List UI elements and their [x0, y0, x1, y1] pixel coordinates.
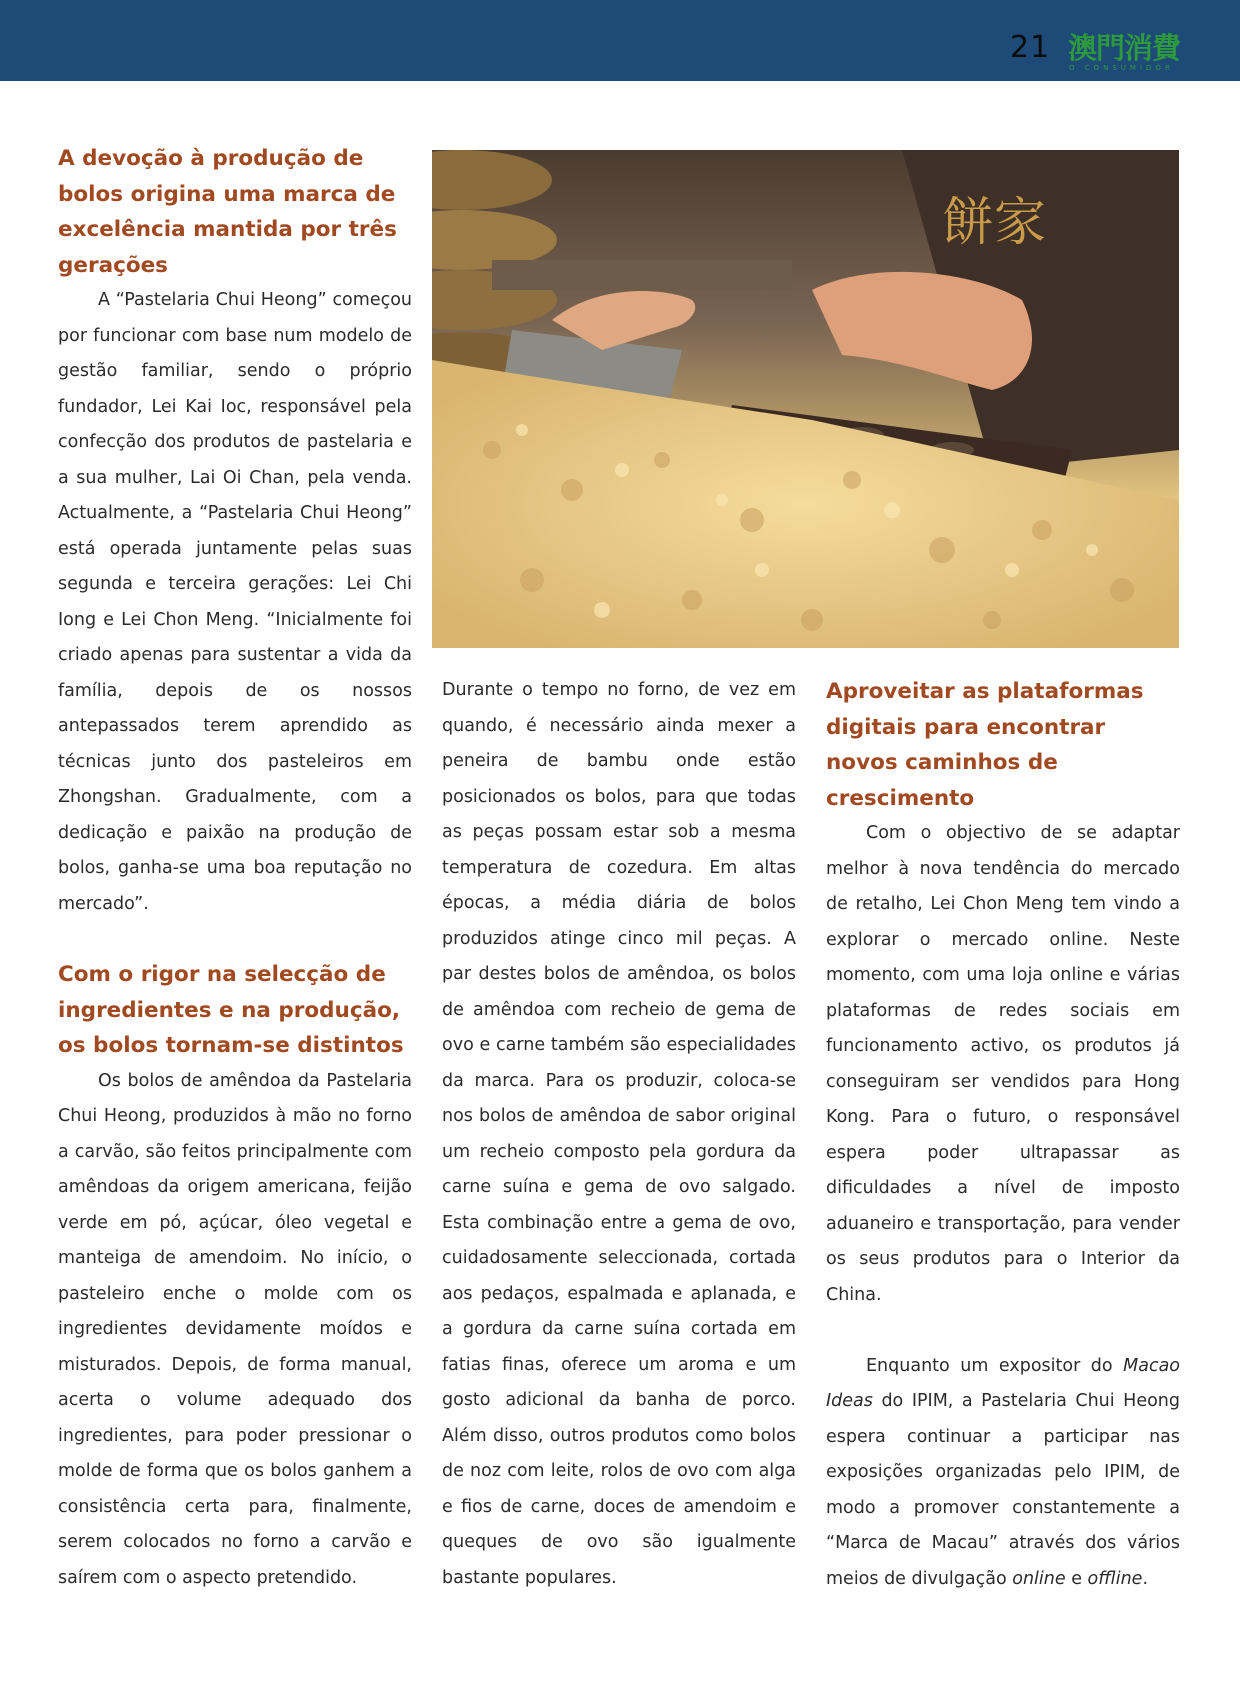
- column-middle: [442, 673, 796, 1596]
- ipim-text-c: e: [1065, 1568, 1088, 1589]
- paragraph-history: A “Pastelaria Chui Heong” começou por funcionar com base num modelo de gestão familiar, sendo o próprio fundador, Lei Kai Ioc, responsável pela confecção dos produtos de pastelaria e a sua mulher, Lai Oi Chan, pela venda. Actualmente, a “Pastelaria Chui Heong” está operada juntamente pelas suas segunda e terceira gerações: Lei Chi Iong e Lei Chon Meng. “Inicialmente foi criado apenas para sustentar a vida da família, depois de os nossos antepassados terem aprendido as técnicas junto dos pasteleiros em Zhongshan. Gradualmente, com a dedicação e paixão na produção de bolos, ganha-se uma boa reputação no mercado”.: [58, 290, 412, 914]
- magazine-logo: [1068, 32, 1184, 76]
- heading-digital: Aproveitar as plataformas digitais para encontrar novos caminhos de crescimento: [826, 679, 1144, 811]
- ipim-text-a: Enquanto um expositor do: [866, 1355, 1124, 1376]
- paragraph-ipim: [826, 1349, 1180, 1598]
- bakery-photo: [432, 150, 1179, 648]
- column-left-lower: [58, 957, 412, 1596]
- logo-title: 澳門消費: [1068, 31, 1181, 65]
- heading-ingredients: Com o rigor na selecção de ingredientes e na produção, os bolos tornam-se distintos: [58, 962, 404, 1058]
- ipim-online: online: [1012, 1568, 1066, 1589]
- paragraph-ingredients: Os bolos de amêndoa da Pastelaria Chui Heong, produzidos à mão no forno a carvão, são feitos principalmente com amêndoas da origem americana, feijão verde em pó, açúcar, óleo vegetal e manteiga de amendoim. No início, o pasteleiro enche o molde com os ingredientes devidamente moídos e misturados. Depois, de forma manual, acerta o volume adequado dos ingredientes, para poder pressionar o molde de forma que os bolos ganhem a consistência certa para, finalmente, serem colocados no forno a carvão e saírem com o aspecto pretendido.: [58, 1070, 412, 1588]
- ipim-text-b: do IPIM, a Pastelaria Chui Heong espera continuar a participar nas exposições organizadas pelo IPIM, de modo a promover constantemente a “Marca de Macau” através dos vários meios de divulgação: [826, 1391, 1180, 1589]
- column-left: [58, 141, 412, 922]
- heading-devotion: A devoção à produção de bolos origina uma marca de excelência mantida por três gerações: [58, 146, 397, 278]
- logo-subtitle: O CONSUMIDOR: [1069, 64, 1174, 72]
- ipim-text-d: .: [1142, 1568, 1149, 1589]
- apron-text: 餅家: [942, 193, 1047, 253]
- column-right: [826, 674, 1180, 1597]
- ipim-offline: offline: [1087, 1568, 1143, 1589]
- header-bar: [0, 0, 1240, 81]
- ipim-macao-ideas: Macao Ideas: [826, 1355, 1180, 1411]
- page-number: 21: [1010, 30, 1051, 65]
- paragraph-oven: Durante o tempo no forno, de vez em quando, é necessário ainda mexer a peneira de bambu onde estão posicionados os bolos, para que todas as peças possam estar sob a mesma temperatura de cozedura. Em altas épocas, a média diária de bolos produzidos atinge cinco mil peças. A par destes bolos de amêndoa, os bolos de amêndoa com recheio de gema de ovo e carne também são especialidades da marca. Para os produzir, coloca-se nos bolos de amêndoa de sabor original um recheio composto pela gordura da carne suína e gema de ovo salgado. Esta combinação entre a gema de ovo, cuidadosamente seleccionada, cortada aos pedaços, espalmada e aplanada, e a gordura da carne suína cortada em fatias finas, oferece um aroma e um gosto adicional da banha de porco. Além disso, outros produtos como bolos de noz com leite, rolos de ovo com alga e fios de carne, doces de amendoim e queques de ovo são igualmente bastante populares.: [442, 680, 796, 1588]
- paragraph-online: Com o objectivo de se adaptar melhor à nova tendência do mercado de retalho, Lei Chon Meng tem vindo a explorar o mercado online. Neste momento, com uma loja online e várias plataformas de redes sociais em funcionamento activo, os produtos já conseguiram ser vendidos para Hong Kong. Para o futuro, o responsável espera poder ultrapassar as dificuldades a nível de imposto aduaneiro e transportação, para vender os seus produtos para o Interior da China.: [826, 823, 1180, 1305]
